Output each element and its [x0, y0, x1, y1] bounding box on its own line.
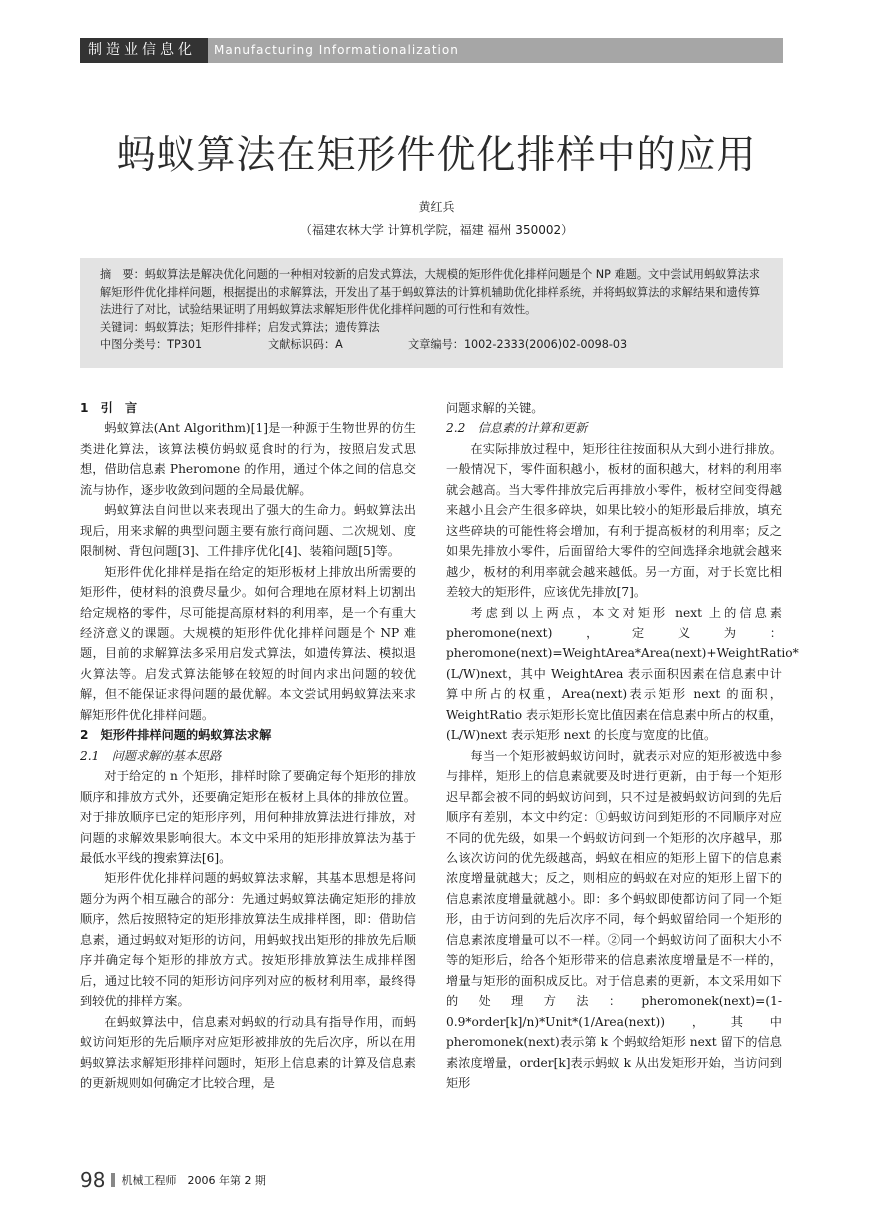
right-column [446, 398, 799, 1093]
section-header-band [80, 38, 783, 63]
clc-number: 中图分类号：TP301 [100, 338, 203, 351]
article-number: 文章编号：1002-2333(2006)02-0098-03 [408, 338, 628, 351]
doc-code: 文献标识码：A [268, 338, 343, 351]
section-label-cn: 制造业信息化 [80, 38, 208, 63]
section-heading: 2 矩形件排样问题的蚂蚁算法求解 [80, 728, 272, 743]
body-paragraph: 蚂蚁算法(Ant Algorithm)[1]是一种源于生物世界的仿生类进化算法，该算法模仿蚂蚁觅食时的行为，按照启发式思想，借助信息素 Pheromone 的作用，通过个体之间的信息交流与协作，逐步收敛到问题的全局最优解。 [80, 421, 416, 497]
abstract-box [80, 258, 783, 368]
section-label-en: Manufacturing Informationalization [214, 43, 459, 57]
keywords: 关键词：蚂蚁算法；矩形件排样；启发式算法；遗传算法 [100, 320, 380, 334]
section-heading: 1 引 言 [80, 401, 138, 415]
author: 黄红兵 [418, 200, 455, 214]
footer-divider [111, 1173, 115, 1187]
affiliation: （福建农林大学 计算机学院，福建 福州 350002） [299, 223, 574, 237]
body-paragraph: 矩形件优化排样问题的蚂蚁算法求解，其基本思想是将问题分为两个相互融合的部分：先通过蚂蚁算法确定矩形的排放顺序，然后按照特定的矩形排放算法生成排样图，即：借助信息素，通过蚂蚁对矩形的访问，用蚂蚁找出矩形的排放先后顺序并确定每个矩形的排放方式。按矩形排放算法生成排样图后，通过比较不同的矩形访问序列对应的板材利用率，最终得到较优的排样方案。 [80, 871, 416, 1009]
section-heading: 2.1 问题求解的基本思路 [80, 748, 222, 763]
body-paragraph: 问题求解的关键。 [446, 401, 544, 415]
page-number: 98 [80, 1168, 106, 1192]
body-paragraph: 每当一个矩形被蚂蚁访问时，就表示对应的矩形被选中参与排样，矩形上的信息素就要及时进行更新，由于每一个矩形迟早都会被不同的蚂蚁访问到，只不过是被蚂蚁访问到的先后顺序有差别，本文中约定：①蚂蚁访问到矩形的不同顺序对应不同的优先级，如果一个蚂蚁访问到一个矩形的次序越早，那么该次访问的优先级越高，蚂蚁在相应的矩形上留下的信息素浓度增量就越大；反之，则相应的蚂蚁在对应的矩形上留下的信息素浓度增量就越小。即：多个蚂蚁即使都访问了同一个矩形，由于访问到的先后次序不同，每个蚂蚁留给同一个矩形的信息素浓度增量可以不一样。②同一个蚂蚁访问了面积大小不等的矩形后，给各个矩形带来的信息素浓度增量是不一样的，增量与矩形的面积成反比。对于信息素的更新，本文采用如下的处理方法：pheromonek(next)=(1-0.9*order[k]/n)*Unit*(1/Area(next))，其中 pheromonek(next)表示第 k 个蚂蚁给矩形 next 留下的信息素浓度增量，order[k]表示蚂蚁 k 从出发矩形开始，当访问到矩形 [446, 748, 782, 1090]
abstract-text: 摘 要：蚂蚁算法是解决优化问题的一种相对较新的启发式算法，大规模的矩形件优化排样问题是个 NP 难题。文中尝试用蚂蚁算法求解矩形件优化排样问题，根据提出的求解算法，开发出了基于蚂蚁算法的计算机辅助优化排样系统，并将蚂蚁算法的求解结果和遗传算法进行了对比，试验结果证明了用蚂蚁算法求解矩形件优化排样问题的可行性和有效性。 [100, 268, 761, 316]
journal-info: 机械工程师 2006 年第 2 期 [121, 1174, 266, 1187]
left-column [80, 398, 416, 1093]
paper-title: 蚂蚁算法在矩形件优化排样中的应用 [116, 133, 757, 178]
classification-line [100, 336, 769, 354]
page-footer [80, 1168, 266, 1192]
body-paragraph: 蚂蚁算法自问世以来表现出了强大的生命力。蚂蚁算法出现后，用来求解的典型问题主要有旅行商问题、二次规划、度限制树、背包问题[3]、工件排序优化[4]、装箱问题[5]等。 [80, 503, 416, 559]
body-paragraph: 考虑到以上两点，本文对矩形 next 上的信息素pheromone(next)，定义为：pheromone(next)=WeightArea*Area(next)+WeightRatio*(L/W)next，其中 WeightArea 表示面积因素在信息素中计算中所占的权重，Area(next)表示矩形 next 的面积，WeightRatio 表示矩形长宽比值因素在信息素中所占的权重，(L/W)next 表示矩形 next 的长度与宽度的比值。 [446, 605, 799, 743]
section-heading: 2.2 信息素的计算和更新 [446, 421, 588, 436]
body-paragraph: 矩形件优化排样是指在给定的矩形板材上排放出所需要的矩形件，使材料的浪费尽量少。如何合理地在原材料上切割出给定规格的零件，尽可能提高原材料的利用率，是一个有重大经济意义的课题。大规模的矩形件优化排样问题是个 NP 难题，目前的求解算法多采用启发式算法，如遗传算法、模拟退火算法等。启发式算法能够在较短的时间内求出问题的较优解，但不能保证求得问题的最优解。本文尝试用蚂蚁算法来求解矩形件优化排样问题。 [80, 564, 416, 722]
body-paragraph: 在实际排放过程中，矩形往往按面积从大到小进行排放。一般情况下，零件面积越小，板材的面积越大，材料的利用率就会越高。当大零件排放完后再排放小零件，板材空间变得越来越小且会产生很多碎块，如果比较小的矩形最后排放，填充这些碎块的可能性将会增加，有利于提高板材的利用率；反之如果先排放小零件，后面留给大零件的空间选择余地就会越来越少，板材的利用率就会越来越低。另一方面，对于长宽比相差较大的矩形件，应该优先排放[7]。 [446, 441, 782, 600]
body-paragraph: 对于给定的 n 个矩形，排样时除了要确定每个矩形的排放顺序和排放方式外，还要确定矩形在板材上具体的排放位置。对于排放顺序已定的矩形序列，用何种排放算法进行排放，对问题的求解效果影响很大。本文中采用的矩形排放算法为基于最低水平线的搜索算法[6]。 [80, 769, 416, 865]
body-paragraph: 在蚂蚁算法中，信息素对蚂蚁的行动具有指导作用，而蚂蚁访问矩形的先后顺序对应矩形被排放的先后次序，所以在用蚂蚁算法求解矩形排样问题时，矩形上信息素的计算及信息素的更新规则如何确定才比较合理，是 [80, 1014, 416, 1090]
